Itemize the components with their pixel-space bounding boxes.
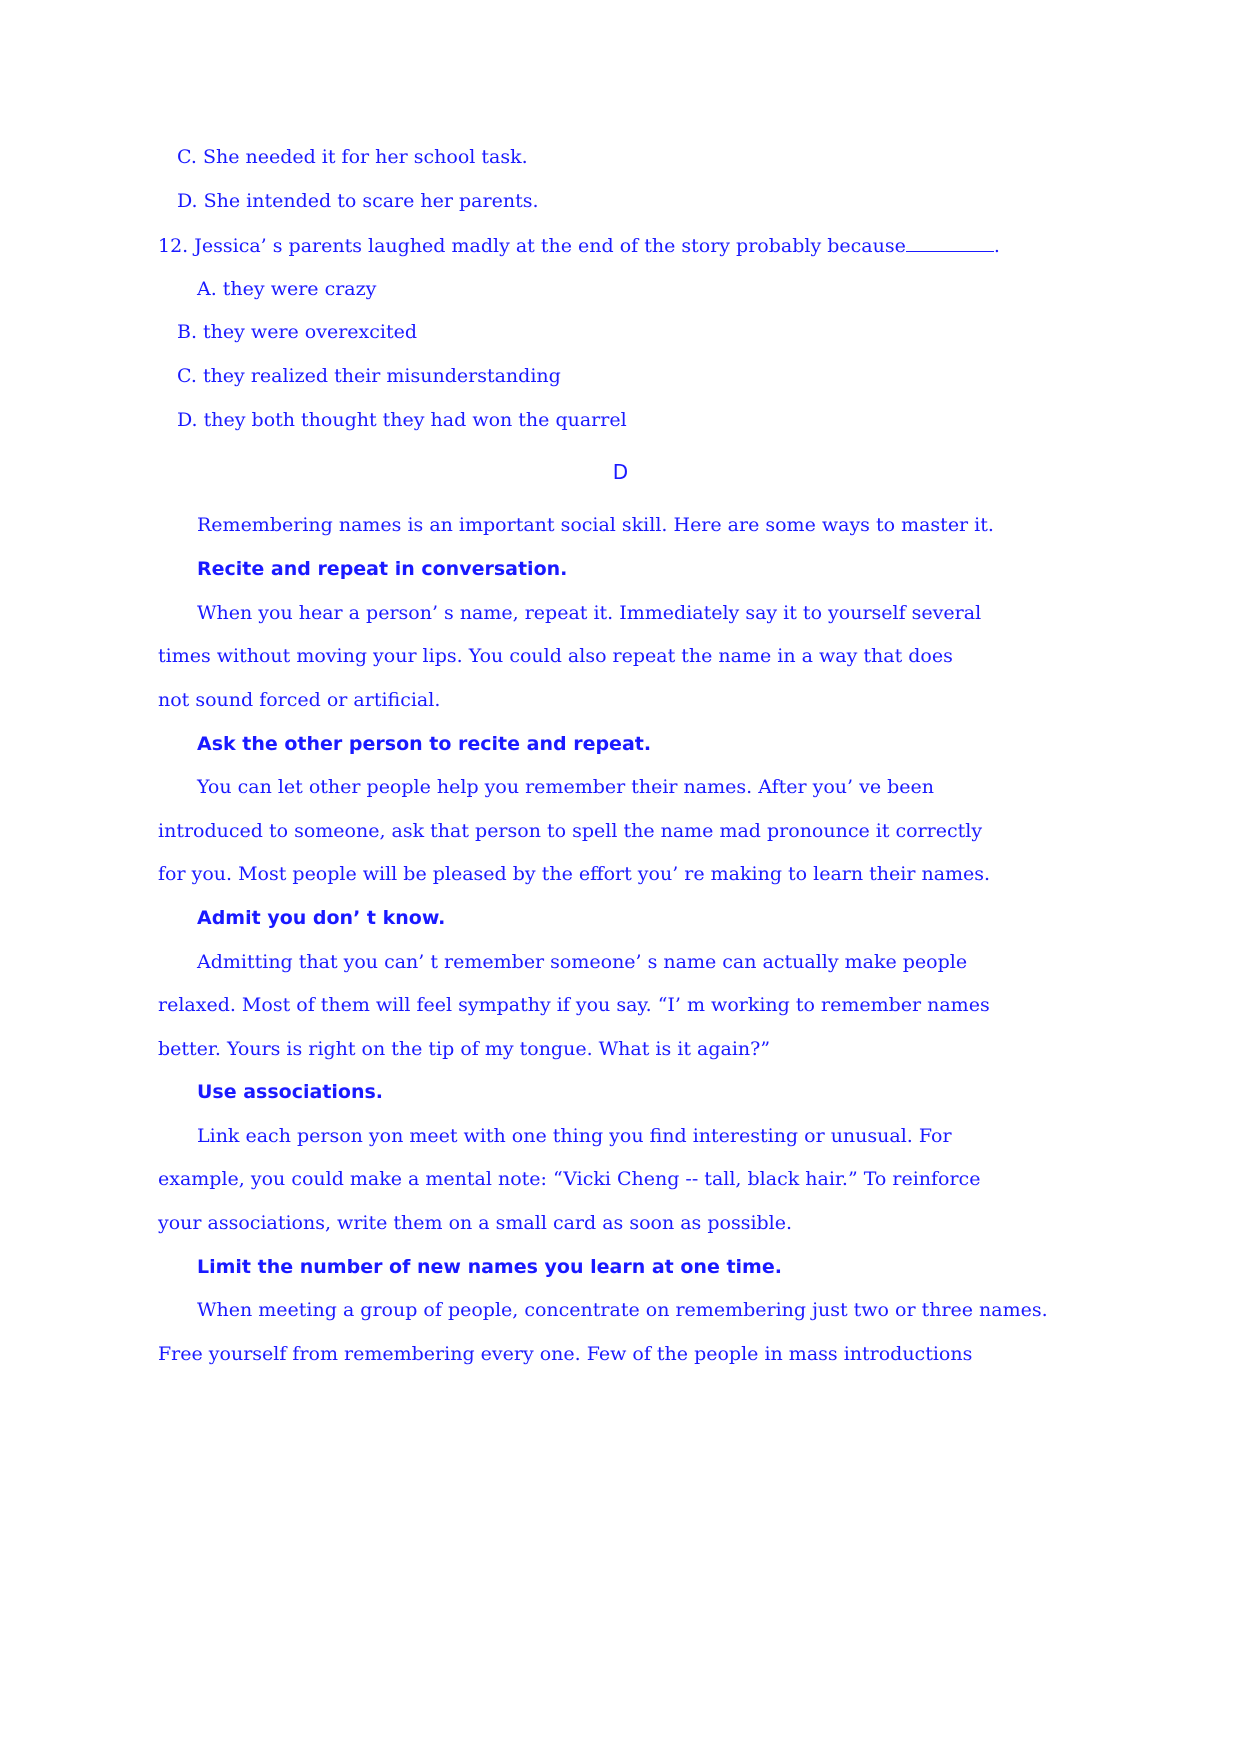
passage-intro: Remembering names is an important social skill. Here are some ways to master it. [197, 514, 994, 536]
paragraph-2-line-1: You can let other people help you remember their names. After you’ ve been [197, 776, 935, 798]
paragraph-4-line-1: Link each person yon meet with one thing you find interesting or unusual. For [197, 1125, 952, 1147]
q12-option-d: D. they both thought they had won the quarrel [177, 409, 627, 431]
q11-option-c: C. She needed it for her school task. [177, 146, 528, 168]
paragraph-1-line-3: not sound forced or artificial. [158, 689, 441, 711]
section-heading: D [612, 460, 629, 484]
paragraph-4-line-2: example, you could make a mental note: “Vicki Cheng -- tall, black hair.” To reinforce [158, 1168, 981, 1190]
paragraph-4-line-3: your associations, write them on a small card as soon as possible. [158, 1212, 793, 1234]
answer-blank [906, 233, 994, 252]
q12-option-c: C. they realized their misunderstanding [177, 365, 561, 387]
paragraph-1-line-2: times without moving your lips. You could also repeat the name in a way that does [158, 645, 953, 667]
paragraph-2-line-2: introduced to someone, ask that person to spell the name mad pronounce it correctly [158, 820, 983, 842]
q11-option-d: D. She intended to scare her parents. [177, 190, 539, 212]
paragraph-3-line-1: Admitting that you can’ t remember someone’ s name can actually make people [197, 951, 968, 973]
subheading-recite: Recite and repeat in conversation. [197, 558, 568, 580]
q12-option-a: A. they were crazy [197, 278, 377, 300]
q12-stem-end: . [993, 235, 1000, 257]
paragraph-2-line-3: for you. Most people will be pleased by the effort you’ re making to learn their names. [158, 863, 991, 885]
subheading-limit: Limit the number of new names you learn at one time. [197, 1256, 782, 1278]
paragraph-3-line-2: relaxed. Most of them will feel sympathy if you say. “I’ m working to remember names [158, 994, 990, 1016]
paragraph-3-line-3: better. Yours is right on the tip of my tongue. What is it again?” [158, 1038, 771, 1060]
q12-stem [158, 233, 1000, 258]
q12-stem-text: 12. Jessica’ s parents laughed madly at the end of the story probably because [158, 235, 906, 257]
subheading-ask: Ask the other person to recite and repeat. [197, 733, 652, 755]
paragraph-5-line-1: When meeting a group of people, concentrate on remembering just two or three names. [197, 1299, 1048, 1321]
paragraph-5-line-2: Free yourself from remembering every one. Few of the people in mass introductions [158, 1343, 973, 1365]
q12-option-b: B. they were overexcited [177, 321, 418, 343]
paragraph-1-line-1: When you hear a person’ s name, repeat it. Immediately say it to yourself several [197, 602, 982, 624]
subheading-admit: Admit you don’ t know. [197, 907, 446, 929]
subheading-associations: Use associations. [197, 1081, 384, 1103]
